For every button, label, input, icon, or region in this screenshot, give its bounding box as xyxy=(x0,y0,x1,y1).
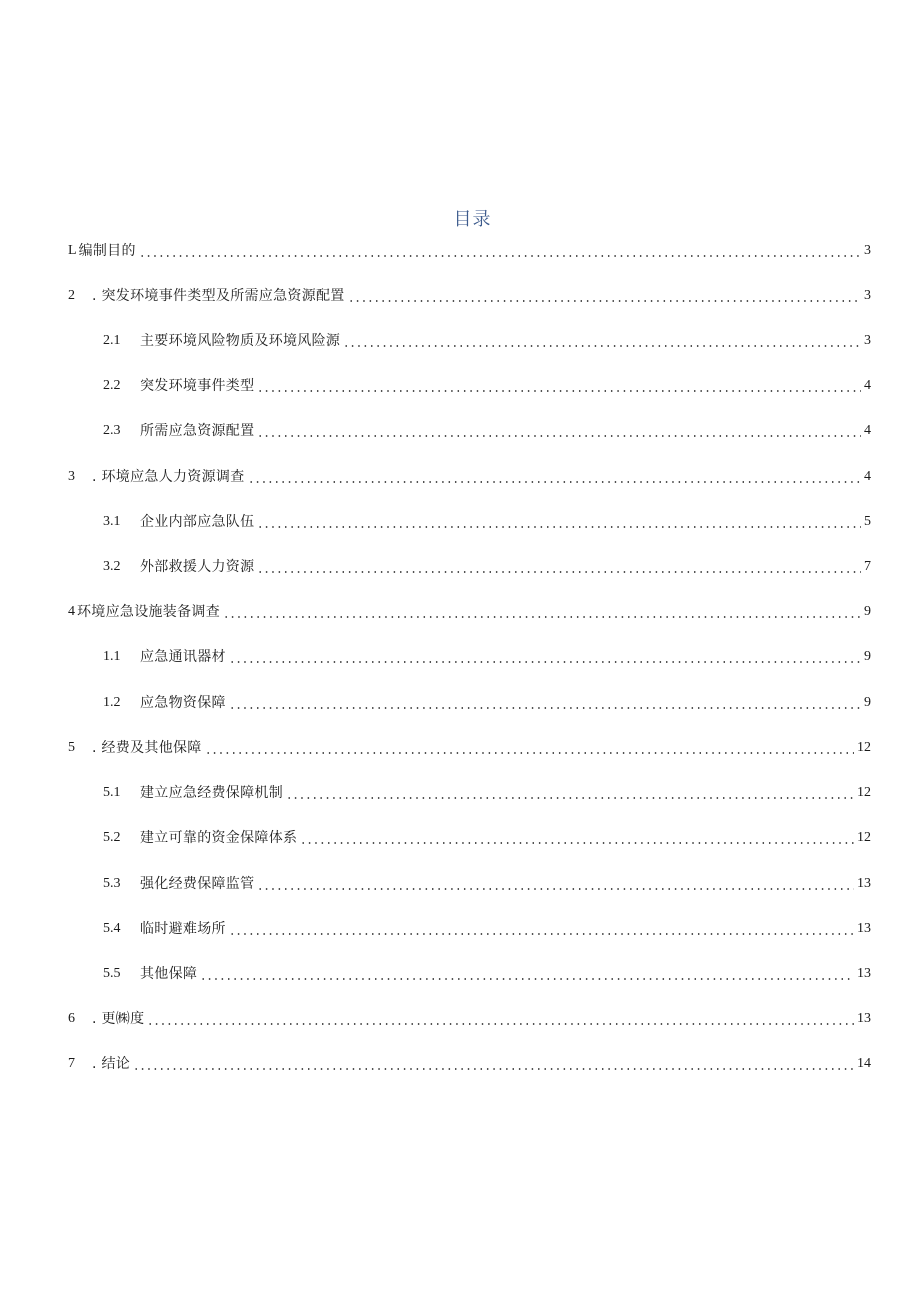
toc-entry-title: . 更㈱度 xyxy=(92,1011,145,1027)
toc-dot-leader xyxy=(300,842,854,844)
toc-entry-title: 编制目的 xyxy=(78,243,136,259)
toc-entry-title: . 结论 xyxy=(92,1056,131,1072)
toc-entry-title: 主要环境风险物质及环境风险源 xyxy=(140,333,341,349)
toc-entry[interactable] xyxy=(103,421,871,441)
toc-entry-number: 5.3 xyxy=(103,876,121,891)
toc-entry-number: 2 xyxy=(68,288,75,303)
toc-entry-title: 建立应急经费保障机制 xyxy=(140,785,283,801)
toc-entry-title: 其他保障 xyxy=(140,966,198,982)
toc-title: 目录 xyxy=(453,209,492,230)
toc-entry-title: 临时避难场所 xyxy=(140,921,226,937)
toc-dot-leader xyxy=(257,390,861,392)
toc-entry-page: 13 xyxy=(857,966,871,981)
toc-entry[interactable] xyxy=(68,738,871,758)
toc-entry[interactable] xyxy=(103,331,871,351)
toc-entry-number: 4 xyxy=(68,604,75,619)
toc-entry[interactable] xyxy=(103,964,871,984)
toc-dot-leader xyxy=(229,933,854,935)
toc-entry-title: 外部救援人力资源 xyxy=(140,559,255,575)
toc-entry-page: 4 xyxy=(864,378,871,393)
toc-dot-leader xyxy=(147,1023,854,1025)
toc-entry-number: 5.2 xyxy=(103,830,121,845)
toc-entry[interactable] xyxy=(68,286,871,306)
toc-entry-page: 13 xyxy=(857,921,871,936)
toc-entry-title: 突发环境事件类型 xyxy=(140,378,255,394)
toc-entry-page: 9 xyxy=(864,649,871,664)
toc-entry-title: 应急物资保障 xyxy=(140,695,226,711)
toc-entry-title: 强化经费保障监管 xyxy=(140,876,255,892)
toc-dot-leader xyxy=(229,707,861,709)
toc-entry-title: . 突发环境事件类型及所需应急资源配置 xyxy=(92,288,345,304)
toc-entry-page: 14 xyxy=(857,1056,871,1071)
toc-dot-leader xyxy=(200,978,854,980)
toc-entry[interactable] xyxy=(103,874,871,894)
toc-entry-number: 3.2 xyxy=(103,559,121,574)
toc-entry-page: 9 xyxy=(864,604,871,619)
toc-entry[interactable] xyxy=(68,1054,871,1074)
toc-entry-title: 企业内部应急队伍 xyxy=(140,514,255,530)
toc-dot-leader xyxy=(223,616,861,618)
toc-dot-leader xyxy=(257,526,861,528)
toc-entry-number: 5.5 xyxy=(103,966,121,981)
toc-entry[interactable] xyxy=(103,828,871,848)
toc-dot-leader xyxy=(205,752,854,754)
toc-entry[interactable] xyxy=(103,557,871,577)
toc-entry-title: 应急通讯器材 xyxy=(140,649,226,665)
toc-dot-leader xyxy=(248,481,862,483)
toc-entry-number: 5.1 xyxy=(103,785,121,800)
toc-entry-title: . 经费及其他保障 xyxy=(92,740,202,756)
toc-dot-leader xyxy=(286,797,854,799)
toc-entry[interactable] xyxy=(103,919,871,939)
toc-entry[interactable] xyxy=(68,241,871,261)
toc-entry-number: 2.2 xyxy=(103,378,121,393)
toc-dot-leader xyxy=(257,888,854,890)
toc-entry-page: 13 xyxy=(857,1011,871,1026)
toc-entry-title: . 环境应急人力资源调查 xyxy=(92,469,245,485)
toc-entry-page: 12 xyxy=(857,740,871,755)
toc-entry-number: 7 xyxy=(68,1056,75,1071)
toc-entry-page: 7 xyxy=(864,559,871,574)
toc-dot-leader xyxy=(133,1068,854,1070)
toc-entry-page: 4 xyxy=(864,469,871,484)
toc-entry-number: 6 xyxy=(68,1011,75,1026)
toc-entry-page: 4 xyxy=(864,423,871,438)
toc-entry-number: 1.1 xyxy=(103,649,121,664)
toc-entry[interactable] xyxy=(103,693,871,713)
toc-entry[interactable] xyxy=(103,647,871,667)
toc-entry-page: 9 xyxy=(864,695,871,710)
toc-entry-page: 13 xyxy=(857,876,871,891)
toc-entry[interactable] xyxy=(68,467,871,487)
toc-dot-leader xyxy=(257,571,861,573)
toc-entry-title: 建立可靠的资金保障体系 xyxy=(140,830,298,846)
toc-entry-page: 3 xyxy=(864,243,871,258)
toc-dot-leader xyxy=(139,255,861,257)
toc-entry-page: 3 xyxy=(864,333,871,348)
toc-entry-title: 环境应急设施装备调查 xyxy=(77,604,220,620)
toc-entry-page: 12 xyxy=(857,830,871,845)
toc-entry-number: 1.2 xyxy=(103,695,121,710)
toc-entry[interactable] xyxy=(103,376,871,396)
toc-entry-number: 2.3 xyxy=(103,423,121,438)
toc-dot-leader xyxy=(257,435,861,437)
toc-entry-number: 5 xyxy=(68,740,75,755)
toc-entry-page: 3 xyxy=(864,288,871,303)
toc-entry-number: 3.1 xyxy=(103,514,121,529)
toc-entry[interactable] xyxy=(103,783,871,803)
toc-dot-leader xyxy=(343,345,861,347)
toc-dot-leader xyxy=(229,661,861,663)
toc-entry-title: 所需应急资源配置 xyxy=(140,423,255,439)
toc-entry-page: 12 xyxy=(857,785,871,800)
toc-entry-number: 5.4 xyxy=(103,921,121,936)
toc-entry-number: 2.1 xyxy=(103,333,121,348)
toc-entry[interactable] xyxy=(68,602,871,622)
toc-entry[interactable] xyxy=(68,1009,871,1029)
toc-entry-page: 5 xyxy=(864,514,871,529)
toc-dot-leader xyxy=(348,300,861,302)
toc-entry[interactable] xyxy=(103,512,871,532)
toc-entry-number: L xyxy=(68,243,77,258)
toc-entry-number: 3 xyxy=(68,469,75,484)
